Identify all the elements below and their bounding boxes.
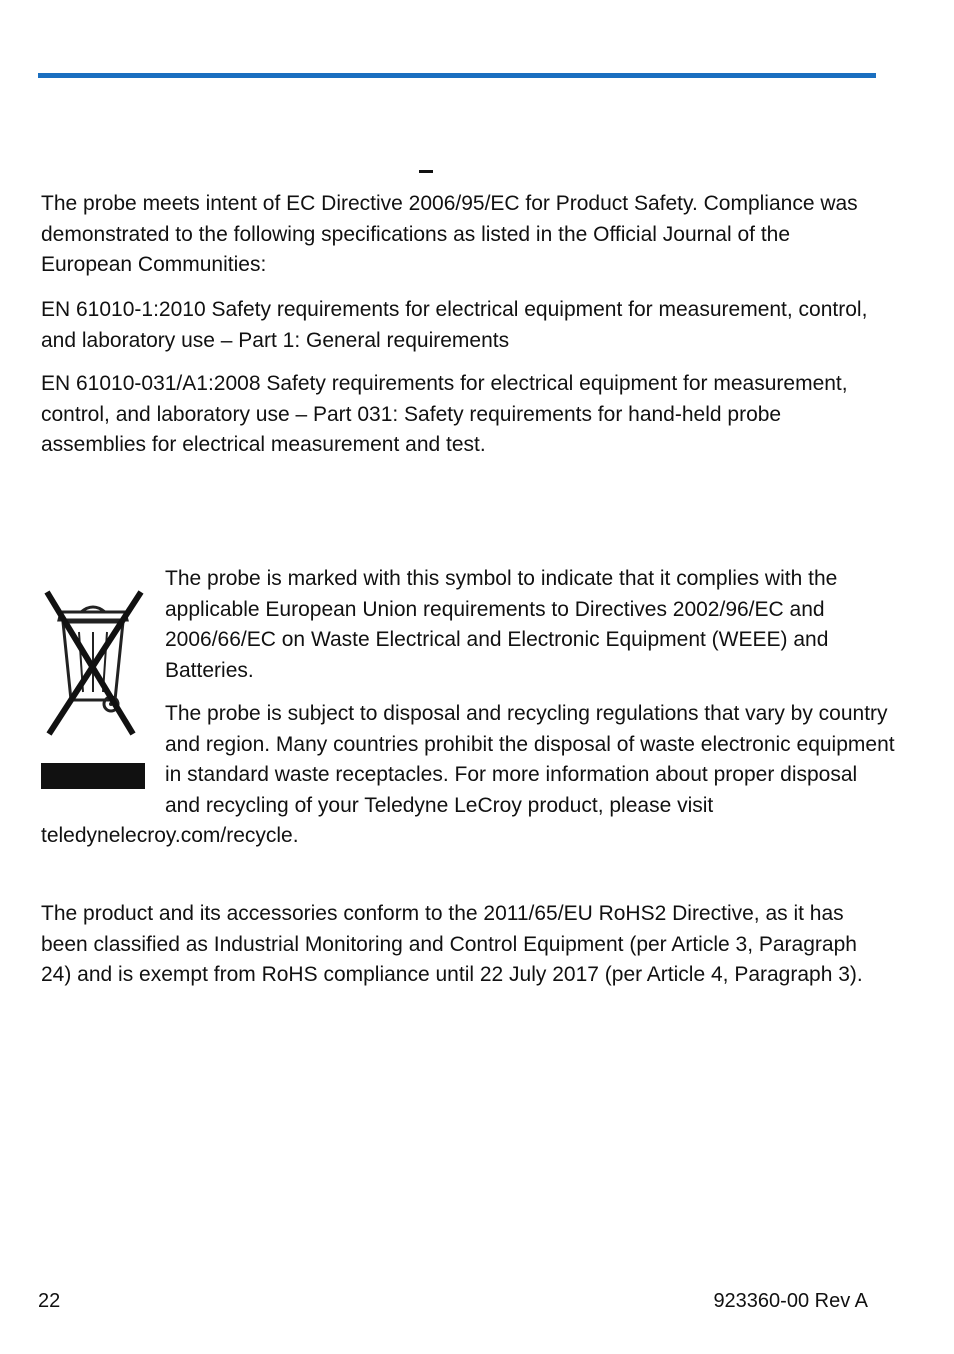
crossed-out-wheelie-bin-icon <box>41 582 145 789</box>
ce-standard-1-paragraph: EN 61010-1:2010 Safety requirements for electrical equipment for measurement, control, and laboratory use – Part 1: General requirements <box>41 298 868 352</box>
page-number: 22 <box>38 1290 61 1312</box>
header-rule <box>38 73 876 78</box>
rohs-paragraph: The product and its accessories conform to the 2011/65/EU RoHS2 Directive, as it has been classified as Industrial Monitoring and Control Equipment (per Article 3, Paragraph 24) and is exempt from RoHS compliance until 22 July 2017 (per Article 4, Paragraph 3). <box>41 902 863 986</box>
document-id: 923360-00 Rev A <box>713 1290 868 1312</box>
ce-standard-2-paragraph: EN 61010-031/A1:2008 Safety requirements for electrical equipment for measurement, control, and laboratory use – Part 031: Safety requirements for hand-held probe assemblies for electrical measurement and test. <box>41 372 848 456</box>
heading-dash <box>419 170 433 173</box>
ce-intro-paragraph: The probe meets intent of EC Directive 2006/95/EC for Product Safety. Compliance was demonstrated to the following specifications as listed in the Official Journal of the European Communities: <box>41 192 858 276</box>
weee-section <box>41 564 896 865</box>
weee-paragraph-1: The probe is marked with this symbol to indicate that it complies with the applicable European Union requirements to Directives 2002/96/EC and 2006/66/EC on Waste Electrical and Electronic Equipment (WEEE) and Batteries. <box>165 567 838 682</box>
weee-paragraph-2: The probe is subject to disposal and recycling regulations that vary by country and region. Many countries prohibit the disposal of waste electronic equipment in standard waste receptacles. For more information about proper disposal and recycling of your Teledyne LeCroy product, please visit teledynelecroy.com/recycle. <box>41 702 895 847</box>
